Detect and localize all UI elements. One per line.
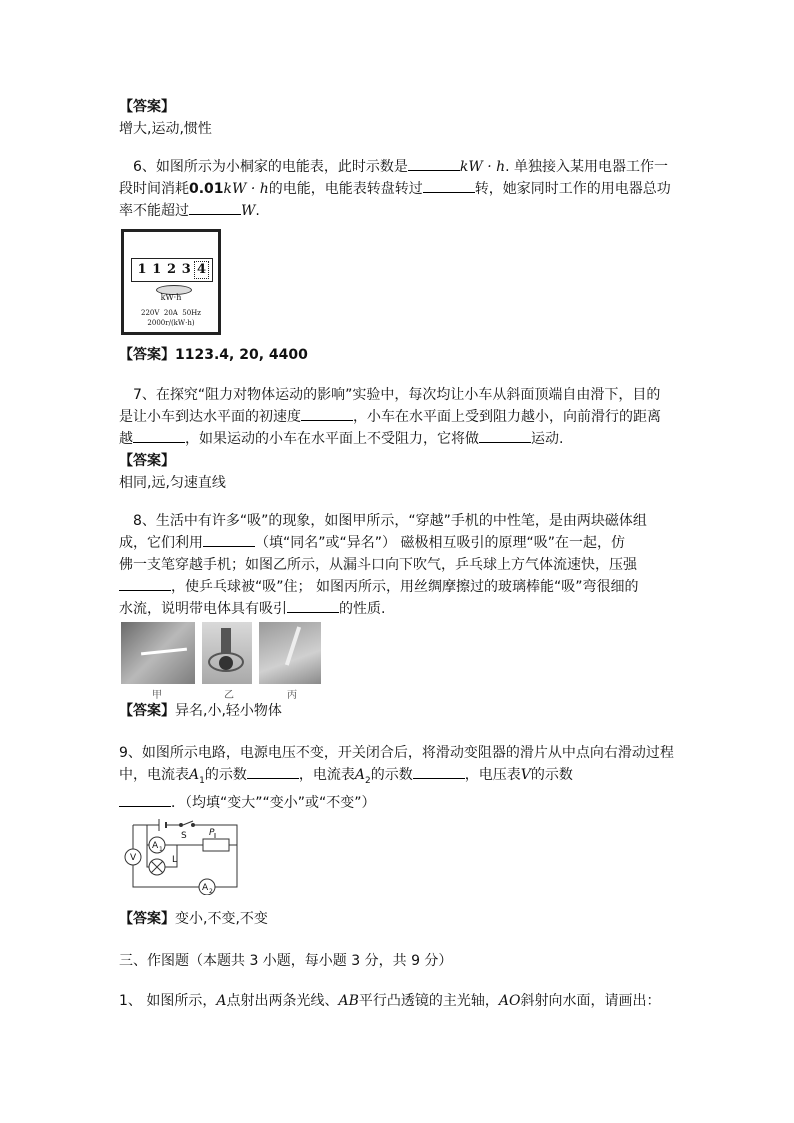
- ammeter-symbol: A: [354, 767, 365, 783]
- text: 平行凸透镜的主光轴，: [358, 993, 499, 1009]
- text: 越: [119, 431, 133, 447]
- inner-wire: [147, 825, 237, 845]
- q9-line-1: 9、如图所示电路，电源电压不变，开关闭合后，将滑动变阻器的滑片从中点向右滑动过程: [119, 745, 674, 761]
- subscript: 1: [199, 775, 205, 786]
- photo-funnel-ball: [202, 622, 252, 684]
- text: 的示数: [530, 767, 573, 783]
- text: ，电压表: [464, 767, 521, 783]
- voltmeter-symbol: V: [520, 767, 531, 783]
- switch-contact: [180, 824, 183, 827]
- question-9: [119, 742, 679, 814]
- unit: kW · h: [459, 159, 506, 175]
- answer-tag: 【答案】: [119, 347, 175, 363]
- q8-line-2: [119, 532, 679, 554]
- meter-digit: 1: [152, 262, 162, 277]
- q8-line-5: [119, 598, 679, 620]
- text: 成，它们利用: [119, 535, 203, 551]
- text: 斜射向水面，请画出：: [520, 993, 661, 1009]
- answer-blank: [301, 406, 353, 421]
- answer-blank: [408, 156, 460, 171]
- ammeter-a2-sub: 2: [209, 888, 213, 895]
- q9-line-3: [119, 792, 679, 814]
- ray-label: AO: [498, 993, 521, 1009]
- ammeter-a2-label: A: [202, 883, 209, 893]
- text: 点射出两条光线、: [226, 993, 339, 1009]
- text: 率不能超过: [119, 203, 189, 219]
- photo-glass-rod-water: [259, 622, 321, 684]
- text: 的性质.: [339, 601, 386, 617]
- text: ，小车在水平面上受到阻力越小，向前滑行的距离: [353, 409, 661, 425]
- answer-blank: [203, 532, 255, 547]
- answer-text: 异名,小,轻小物体: [175, 703, 282, 719]
- q8-line-3: 佛一支笔穿越手机；如图乙所示，从漏斗口向下吹气，乒乓球上方气体流速快，压强: [119, 557, 637, 573]
- meter-digit: 1: [137, 262, 147, 277]
- text: 水流，说明带电体具有吸引: [119, 601, 287, 617]
- text: 的示数: [370, 767, 413, 783]
- answer-8: [119, 700, 679, 722]
- question-7: [119, 384, 679, 450]
- ammeter-a1-label: A: [152, 841, 159, 851]
- question-8: [119, 510, 679, 620]
- funnel-stem: [221, 628, 231, 654]
- point-label: A: [216, 993, 227, 1009]
- rheostat: [203, 839, 229, 851]
- q6-line-3: [119, 200, 679, 222]
- text: ，使乒乓球被“吸”住； 如图丙所示，用丝绸摩擦过的玻璃棒能“吸”弯很细的: [171, 579, 639, 595]
- answer-blank: [247, 764, 299, 779]
- text: 的电能，电能表转盘转过: [268, 181, 423, 197]
- meter-digit: 2: [166, 262, 177, 277]
- answer-blank: [287, 598, 339, 613]
- answer-5: [119, 96, 679, 140]
- answer-tag: 【答案】: [119, 911, 175, 927]
- switch-label: S: [181, 831, 187, 841]
- answer-9: [119, 908, 679, 930]
- text: 中，电流表: [119, 767, 189, 783]
- q7-line-1: 7、在探究“阻力对物体运动的影响”实验中，每次均让小车从斜面顶端自由滑下，目的: [133, 387, 661, 403]
- circuit-diagram: [119, 815, 244, 895]
- answer-text: 相同,远,匀速直线: [119, 475, 226, 491]
- meter-spec-1: 220V 20A 50Hz: [141, 309, 201, 317]
- q9-line-2: [119, 764, 679, 792]
- meter-digit-window: [131, 258, 213, 282]
- text: 运动.: [531, 431, 564, 447]
- text: ．（均填“变大”“变小”或“不变”）: [171, 794, 376, 811]
- answer-blank: [413, 764, 465, 779]
- lamp-label: L: [172, 855, 178, 865]
- text: 6、如图所示为小桐家的电能表，此时示数是: [133, 159, 408, 175]
- answer-blank: [423, 178, 475, 193]
- unit: kW · h: [223, 181, 269, 197]
- question-6: [119, 156, 679, 222]
- unit: W: [241, 203, 256, 219]
- text: 1、 如图所示，: [119, 993, 217, 1009]
- meter-digit: 3: [181, 262, 191, 277]
- q7-line-2: [119, 406, 679, 428]
- text: ，如果运动的小车在水平面上不受阻力，它将做: [185, 431, 479, 447]
- number: 0.01: [189, 181, 224, 197]
- q8-line-1: 8、生活中有许多“吸”的现象，如图甲所示，“穿越”手机的中性笔，是由两块磁体组: [133, 513, 647, 529]
- answer-tag: 【答案】: [119, 703, 175, 719]
- pen-shape: [141, 648, 187, 656]
- q7-line-3: [119, 428, 679, 450]
- switch-contact: [192, 824, 195, 827]
- answer-blank: [119, 792, 171, 807]
- photo-pen-through-phone: [121, 622, 195, 684]
- answer-tag: 【答案】: [119, 453, 175, 469]
- caption-yi: 乙: [224, 690, 234, 701]
- slider-label: P: [209, 828, 215, 838]
- electric-meter-figure: [121, 229, 221, 335]
- answer-text: 增大,运动,惯性: [119, 121, 212, 137]
- answer-7: [119, 450, 679, 494]
- caption-jia: 甲: [152, 690, 162, 701]
- q6-line-1: [119, 156, 679, 178]
- lamp-cross: [151, 861, 163, 873]
- answer-blank: [479, 428, 531, 443]
- caption-bing: 丙: [287, 690, 297, 701]
- text: 段时间消耗: [119, 181, 189, 197]
- text: 是让小车到达水平面的初速度: [119, 409, 301, 425]
- glass-rod: [285, 626, 301, 665]
- answer-blank: [189, 200, 241, 215]
- ammeter-symbol: A: [189, 767, 200, 783]
- answer-text: 1123.4, 20, 4400: [175, 347, 308, 363]
- text: . 单独接入某用电器工作一: [505, 159, 669, 175]
- answer-blank: [133, 428, 185, 443]
- drawing-question-1: [119, 990, 699, 1012]
- answer-6: [119, 344, 679, 366]
- ray-label: AB: [338, 993, 359, 1009]
- text: （填“同名”或“异名”） 磁极相互吸引的原理“吸”在一起，仿: [255, 535, 625, 551]
- subscript: 2: [364, 775, 371, 786]
- meter-digit-decimal: 4: [194, 261, 209, 279]
- q8-line-4: [119, 576, 679, 598]
- section-title: 三、作图题（本题共 3 小题，每小题 3 分，共 9 分）: [119, 953, 453, 969]
- text: .: [255, 203, 260, 219]
- answer-text: 变小,不变,不变: [175, 911, 268, 927]
- ping-pong-ball: [219, 656, 233, 670]
- meter-unit: kW·h: [160, 293, 182, 302]
- voltmeter-label: V: [130, 853, 137, 863]
- answer-blank: [119, 576, 171, 591]
- answer-tag: 【答案】: [119, 99, 175, 115]
- meter-spec-2: 2000r/(kW·h): [147, 319, 195, 327]
- q6-line-2: [119, 178, 679, 200]
- text: 的示数: [204, 767, 247, 783]
- ammeter-a1-sub: 1: [159, 846, 163, 853]
- text: ，电流表: [298, 767, 355, 783]
- text: 转，她家同时工作的用电器总功: [474, 181, 671, 197]
